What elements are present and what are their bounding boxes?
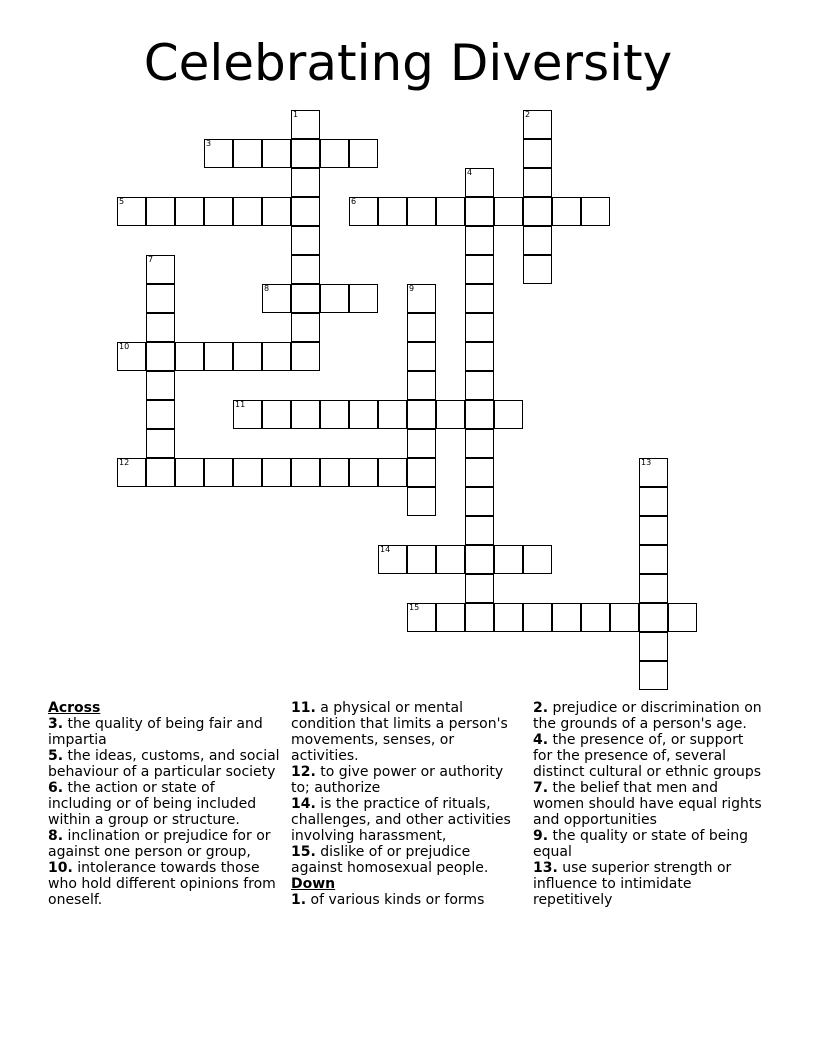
grid-cell[interactable]: [465, 429, 494, 458]
grid-cell[interactable]: [117, 197, 146, 226]
grid-cell[interactable]: [146, 400, 175, 429]
clue-text: a physical or mental condition that limits a person's movements, senses, or activities.: [291, 700, 508, 764]
grid-cell[interactable]: [262, 197, 291, 226]
grid-cell[interactable]: [262, 342, 291, 371]
grid-cell[interactable]: [465, 574, 494, 603]
grid-cell[interactable]: [494, 197, 523, 226]
grid-cell[interactable]: [436, 197, 465, 226]
across-header: Across: [48, 700, 101, 716]
grid-cell[interactable]: [175, 342, 204, 371]
grid-cell[interactable]: [175, 197, 204, 226]
clue-text: the quality or state of being equal: [533, 828, 749, 860]
grid-cell[interactable]: [320, 139, 349, 168]
grid-cell[interactable]: [465, 168, 494, 197]
clue-text: the ideas, customs, and social behaviour of a particular society: [48, 748, 280, 780]
clue-text: the presence of, or support for the presence of, several distinct cultural or ethnic groups: [533, 732, 762, 780]
grid-cell[interactable]: [407, 429, 436, 458]
cell-number: 2: [525, 110, 531, 119]
cell-number: 5: [119, 197, 125, 206]
grid-cell[interactable]: [610, 603, 639, 632]
grid-cell[interactable]: [407, 313, 436, 342]
grid-cell[interactable]: [494, 545, 523, 574]
grid-cell[interactable]: [117, 342, 146, 371]
down-clue: [291, 892, 523, 908]
grid-cell[interactable]: [407, 400, 436, 429]
grid-cell[interactable]: [523, 545, 552, 574]
grid-cell[interactable]: [465, 197, 494, 226]
grid-cell[interactable]: [523, 255, 552, 284]
grid-cell[interactable]: [407, 487, 436, 516]
clue-text: use superior strength or influence to intimidate repetitively: [533, 860, 732, 908]
grid-cell[interactable]: [146, 371, 175, 400]
grid-cell[interactable]: [233, 342, 262, 371]
grid-cell[interactable]: [146, 313, 175, 342]
grid-cell[interactable]: [233, 139, 262, 168]
grid-cell[interactable]: [262, 284, 291, 313]
grid-cell[interactable]: [639, 603, 668, 632]
grid-cell[interactable]: [465, 487, 494, 516]
grid-cell[interactable]: [407, 284, 436, 313]
grid-cell[interactable]: [378, 458, 407, 487]
grid-cell[interactable]: [581, 603, 610, 632]
grid-cell[interactable]: [407, 458, 436, 487]
grid-cell[interactable]: [436, 603, 465, 632]
grid-cell[interactable]: [494, 603, 523, 632]
clue-text: of various kinds or forms: [306, 892, 485, 908]
cell-number: 13: [641, 458, 652, 467]
grid-cell[interactable]: [465, 284, 494, 313]
grid-cell[interactable]: [291, 400, 320, 429]
clue-number: 8.: [48, 828, 64, 844]
clue-text: the quality of being fair and impartia: [48, 716, 263, 748]
grid-cell[interactable]: [465, 545, 494, 574]
grid-cell[interactable]: [436, 545, 465, 574]
grid-cell[interactable]: [407, 342, 436, 371]
grid-cell[interactable]: [639, 458, 668, 487]
clue-number: 12.: [291, 764, 316, 780]
grid-cell[interactable]: [146, 458, 175, 487]
grid-cell[interactable]: [465, 313, 494, 342]
grid-cell[interactable]: [378, 400, 407, 429]
down-clue: [533, 860, 765, 908]
cell-number: 1: [293, 110, 299, 119]
grid-cell[interactable]: [639, 661, 668, 690]
grid-cell[interactable]: [378, 545, 407, 574]
clue-text: dislike of or prejudice against homosexual people.: [291, 844, 489, 876]
clue-column-2: [291, 700, 523, 908]
clue-text: the belief that men and women should have equal rights and opportunities: [533, 780, 762, 828]
across-clue: [48, 828, 280, 860]
clue-text: the action or state of including or of being included within a group or structure.: [48, 780, 257, 828]
clue-number: 2.: [533, 700, 549, 716]
grid-cell[interactable]: [204, 458, 233, 487]
clue-number: 11.: [291, 700, 316, 716]
cell-number: 11: [235, 400, 246, 409]
grid-cell[interactable]: [552, 197, 581, 226]
grid-cell[interactable]: [407, 545, 436, 574]
grid-cell[interactable]: [523, 226, 552, 255]
cell-number: 7: [148, 255, 154, 264]
cell-number: 3: [206, 139, 212, 148]
grid-cell[interactable]: [465, 516, 494, 545]
clue-number: 4.: [533, 732, 549, 748]
grid-cell[interactable]: [581, 197, 610, 226]
grid-cell[interactable]: [465, 255, 494, 284]
clue-number: 6.: [48, 780, 64, 796]
grid-cell[interactable]: [291, 110, 320, 139]
grid-cell[interactable]: [291, 313, 320, 342]
grid-cell[interactable]: [465, 226, 494, 255]
across-clue: [291, 764, 523, 796]
grid-cell[interactable]: [639, 516, 668, 545]
clue-number: 14.: [291, 796, 316, 812]
grid-cell[interactable]: [291, 342, 320, 371]
clue-text: inclination or prejudice for or against one person or group,: [48, 828, 271, 860]
grid-cell[interactable]: [639, 574, 668, 603]
grid-cell[interactable]: [639, 545, 668, 574]
grid-cell[interactable]: [146, 429, 175, 458]
grid-cell[interactable]: [204, 139, 233, 168]
grid-cell[interactable]: [146, 284, 175, 313]
clue-number: 3.: [48, 716, 64, 732]
grid-cell[interactable]: [262, 400, 291, 429]
grid-cell[interactable]: [146, 197, 175, 226]
grid-cell[interactable]: [291, 226, 320, 255]
grid-cell[interactable]: [291, 139, 320, 168]
down-clue: [533, 828, 765, 860]
across-clue: [291, 796, 523, 844]
clue-number: 5.: [48, 748, 64, 764]
grid-cell[interactable]: [465, 458, 494, 487]
grid-cell[interactable]: [349, 197, 378, 226]
grid-cell[interactable]: [349, 284, 378, 313]
clue-number: 1.: [291, 892, 307, 908]
grid-cell[interactable]: [291, 168, 320, 197]
grid-cell[interactable]: [291, 197, 320, 226]
grid-cell[interactable]: [233, 458, 262, 487]
grid-cell[interactable]: [465, 603, 494, 632]
cell-number: 8: [264, 284, 270, 293]
grid-cell[interactable]: [378, 197, 407, 226]
grid-cell[interactable]: [523, 110, 552, 139]
across-clue: [291, 844, 523, 876]
cell-number: 12: [119, 458, 130, 467]
across-clue: [48, 860, 280, 908]
clue-number: 10.: [48, 860, 73, 876]
grid-cell[interactable]: [349, 139, 378, 168]
grid-cell[interactable]: [407, 371, 436, 400]
cell-number: 15: [409, 603, 420, 612]
grid-cell[interactable]: [146, 255, 175, 284]
down-clue: [533, 780, 765, 828]
clue-number: 13.: [533, 860, 558, 876]
grid-cell[interactable]: [204, 197, 233, 226]
grid-cell[interactable]: [320, 400, 349, 429]
grid-cell[interactable]: [320, 284, 349, 313]
clue-column-3: [533, 700, 765, 908]
clue-text: is the practice of rituals, challenges, and other activities involving harassment,: [291, 796, 511, 844]
grid-cell[interactable]: [668, 603, 697, 632]
across-clue: [48, 716, 280, 748]
grid-cell[interactable]: [146, 342, 175, 371]
grid-cell[interactable]: [262, 139, 291, 168]
grid-cell[interactable]: [552, 603, 581, 632]
grid-cell[interactable]: [204, 342, 233, 371]
grid-cell[interactable]: [639, 487, 668, 516]
grid-cell[interactable]: [523, 168, 552, 197]
down-clue: [533, 700, 765, 732]
cell-number: 14: [380, 545, 391, 554]
grid-cell[interactable]: [291, 458, 320, 487]
clue-column-1: [48, 700, 280, 908]
down-header: Down: [291, 876, 336, 892]
clue-text: to give power or authority to; authorize: [291, 764, 504, 796]
across-clue: [48, 748, 280, 780]
clue-text: prejudice or discrimination on the grounds of a person's age.: [533, 700, 762, 732]
grid-cell[interactable]: [523, 603, 552, 632]
down-clue: [533, 732, 765, 780]
grid-cell[interactable]: [465, 400, 494, 429]
grid-cell[interactable]: [349, 400, 378, 429]
grid-cell[interactable]: [494, 400, 523, 429]
clue-text: intolerance towards those who hold different opinions from oneself.: [48, 860, 276, 908]
cell-number: 4: [467, 168, 473, 177]
grid-cell[interactable]: [175, 458, 204, 487]
grid-cell[interactable]: [233, 400, 262, 429]
grid-cell[interactable]: [320, 458, 349, 487]
across-clue: [48, 780, 280, 828]
grid-cell[interactable]: [465, 371, 494, 400]
cell-number: 6: [351, 197, 357, 206]
grid-cell[interactable]: [233, 197, 262, 226]
puzzle-title: Celebrating Diversity: [143, 34, 673, 92]
grid-cell[interactable]: [349, 458, 378, 487]
clue-number: 7.: [533, 780, 549, 796]
clue-number: 9.: [533, 828, 549, 844]
grid-cell[interactable]: [465, 342, 494, 371]
grid-cell[interactable]: [262, 458, 291, 487]
grid-cell[interactable]: [436, 400, 465, 429]
grid-cell[interactable]: [523, 197, 552, 226]
grid-cell[interactable]: [117, 458, 146, 487]
grid-cell[interactable]: [291, 284, 320, 313]
grid-cell[interactable]: [407, 603, 436, 632]
cell-number: 10: [119, 342, 130, 351]
cell-number: 9: [409, 284, 415, 293]
grid-cell[interactable]: [523, 139, 552, 168]
grid-cell[interactable]: [291, 255, 320, 284]
grid-cell[interactable]: [407, 197, 436, 226]
across-clue: [291, 700, 523, 764]
grid-cell[interactable]: [639, 632, 668, 661]
clue-number: 15.: [291, 844, 316, 860]
